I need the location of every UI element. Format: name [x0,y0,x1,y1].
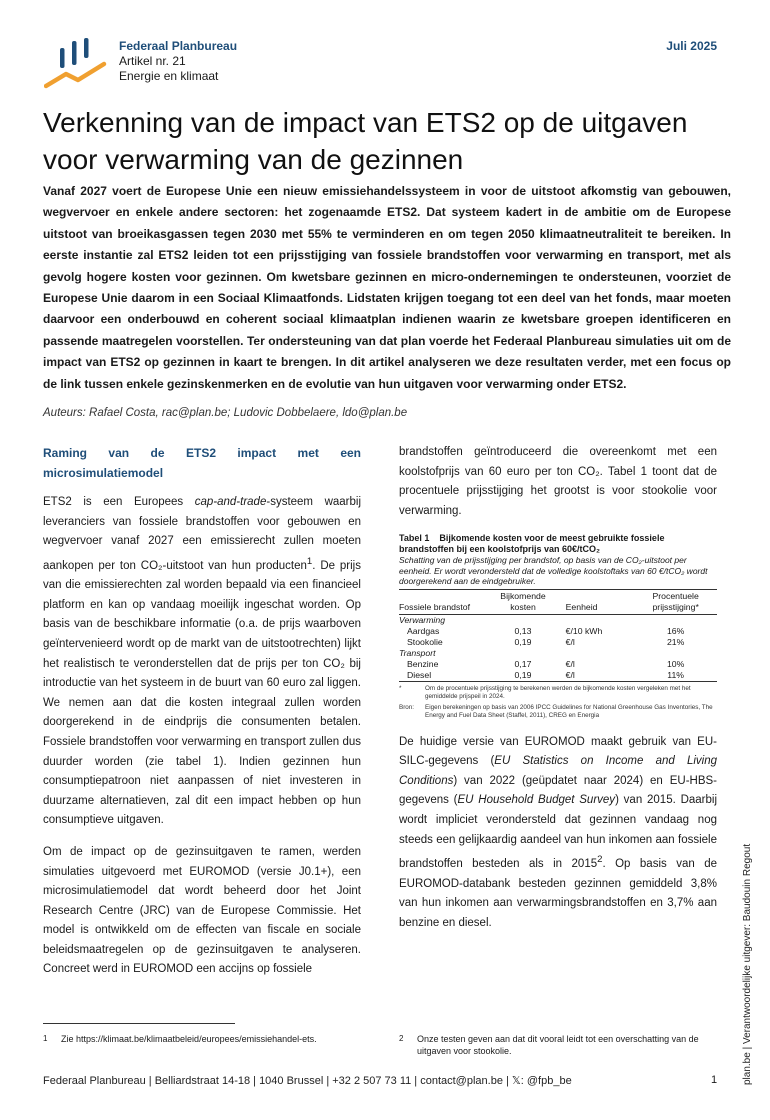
table-caption: Tabel 1 Bijkomende kosten voor de meest gebruikte fossiele brandstoffen bij een koolstofprijs van 60€/tCO₂ [399,533,665,555]
authors-line: Auteurs: Rafael Costa, rac@plan.be; Ludovic Dobbelaere, ldo@plan.be [43,407,408,419]
right-column [399,443,717,945]
page-footer: Federaal Planbureau | Belliardstraat 14-18 | 1040 Brussel | +32 2 507 73 11 | contact@plan.be | 𝕏: @fpb_be [43,1075,572,1087]
table-subtitle: Schatting van de prijsstijging per brandstof, op basis van de CO₂-uitstoot per eenheid. Er wordt verondersteld dat de volledige koolstoftaks van 60 €/tCO₂ wordt doorgerekend aan de eindgebruiker. [399,555,717,590]
table-1 [399,533,717,720]
table-source: Bron: Eigen berekeningen op basis van 2006 IPCC Guidelines for National Greenhouse Gas Inventories, The Energy and Fuel Data Sheet (Staffel, 2011), CREG en Energia [399,704,713,720]
footnote-ref: 2 [597,854,603,866]
section-title: Raming van de ETS2 impact met een microsimulatiemodel [43,446,361,480]
column-header: Fossiele brandstof [399,590,494,615]
table-row: Benzine 0,17 €/l 10% [407,658,685,669]
footnote-ref: 1 [306,555,313,567]
lead-paragraph: Vanaf 2027 voert de Europese Unie een nieuw emissiehandelssysteem in voor de uitstoot afkomstig van gebouwen, wegvervoer en enkele andere sectoren: het zogenaamde ETS2. Dat systeem kadert in de ambitie om de Europese uitstoot van broeikasgassen tegen 2030 met 55% te verminderen en om tegen 2050 klimaatneutraliteit te bereiken. In eerste instantie zal ETS2 leiden tot een prijsstijging van fossiele brandstoffen voor verwarming en transport, met als gevolg hogere kosten voor gezinnen. Om kwetsbare gezinnen en micro-ondernemingen te ondersteunen, voorziet de Europese Unie daarom in een Sociaal Klimaatfonds. Lidstaten krijgen toegang tot een deel van het fonds, maar moeten daarvoor een onderbouwd en coherent sociaal klimaatplan indienen waarin ze kwetsbare groepen identificeren en passende maatregelen voorstellen. Ter ondersteuning van dat plan voerde het Federaal Planbureau simulaties uit om de impact van ETS2 op gezinnen in kaart te brengen. In dit artikel analyseren we deze resultaten verder, met een focus op de link tussen enkele gezinskenmerken en de evolutie van hun uitgaven voor verwarming onder ETS2. [43,184,731,391]
table-row: Aardgas 0,13 €/10 kWh 16% [407,625,685,636]
footnote-1: 1 Zie https://klimaat.be/klimaatbeleid/europees/emissiehandel-ets. [43,1034,317,1044]
org-name: Federaal Planbureau [119,39,238,53]
table-group-row: Transport [399,647,436,658]
publisher-vertical-text: plan.be | Verantwoordelijke uitgever: Baudouin Regout [742,843,753,1085]
footnote-divider [43,1023,235,1024]
body-paragraph: De huidige versie van EUROMOD maakt gebruik van EU-SILC-gegevens (EU Statistics on Income and Living Conditions) van 2022 (geüpdatet naar 2024) en EU-HBS-gegevens (EU Household Budget Survey) van 2015. Daarbij wordt impliciet verondersteld dat gezinnen vandaag nog steeds een gelijkaardig aandeel van hun inkomen aan fossiele brandstoffen besteden als in 2015$^2$. Op basis van de EUROMOD-databank besteden gezinnen gemiddeld 3,8% van hun inkomen aan verwarmingsbrandstoffen en 3,7% aan benzine en diesel. [399,735,718,929]
article-number: Artikel nr. 21 [119,54,186,68]
body-paragraph: brandstoffen geïntroduceerd die overeenkomt met een koolstofprijs van 60 euro per ton CO₂. Tabel 1 toont dat de procentuele prijsstijging het grootst is voor stookolie voor verwarming. [399,446,717,517]
body-paragraph: Om de impact op de gezinsuitgaven te ramen, werden simulaties uitgevoerd met EUROMOD (versie J0.1+), een microsimulatiemodel dat wordt beheerd door het Joint Research Centre (JRC) van de Europese Commissie. Het model is ontwikkeld om de effecten van fiscale en sociale beleidsmaatregelen op de gezinsuitgaven te analyseren. Concreet werd in EUROMOD een accijns op fossiele [43,845,361,976]
footnote-2: 2 Onze testen geven aan dat dit vooral leidt tot een overschatting van de uitgaven voor stookolie. [399,1034,699,1056]
table-note: * Om de procentuele prijsstijging te berekenen werden de bijkomende kosten vergeleken met het gemiddelde prijspeil in 2024. [399,684,691,701]
fuel-cost-table [399,590,717,682]
table-row: Stookolie 0,19 €/l 21% [407,636,685,647]
article-title: Verkenning van de impact van ETS2 op de uitgaven voor verwarming van de gezinnen [43,107,688,175]
table-row: Diesel 0,19 €/l 11% [399,670,717,682]
fpb-logo [44,38,108,90]
column-header: Eenheid [552,590,635,615]
table-header-row [399,590,717,615]
left-column [43,443,361,992]
table-group-row: Verwarming [399,614,446,625]
body-paragraph: ETS2 is een Europees cap-and-trade-systeem waarbij leveranciers van fossiele brandstoffen voor gebouwen en wegvervoer vanaf 2027 een emissierecht zullen moeten aankopen per ton CO₂-uitstoot van hun producten$^1$. De prijs van die emissierechten zal worden bepaald via een financieel platform en kan op vandaag moeilijk ingeschat worden. Op basis van de beschikbare informatie (o.a. de prijs waarboven geïntervenieerd wordt op de markt van de uitstootrechten) lijkt het realistisch te veronderstellen dat de prijs per ton CO₂ bij introductie van het systeem in de buurt van 60 euro zal liggen. We nemen aan dat die kosten integraal zullen worden doorgerekend in de eindprijs die consumenten betalen. Fossiele brandstoffen voor verwarming en transport zullen dus duurder worden (zie tabel 1). Indien gezinnen hun consumptiepatroon niet aanpassen of niet investeren in duurzame alternatieven, zal dit een impact hebben op hun consumptieve uitgaven. [43,496,362,827]
publication-date: Juli 2025 [666,39,717,53]
org-block [119,39,237,84]
page-number: 1 [711,1074,718,1086]
column-header: Procentuele prijsstijging* [634,590,717,615]
article-topic: Energie en klimaat [119,69,219,83]
column-header: Bijkomende kosten [494,590,551,615]
